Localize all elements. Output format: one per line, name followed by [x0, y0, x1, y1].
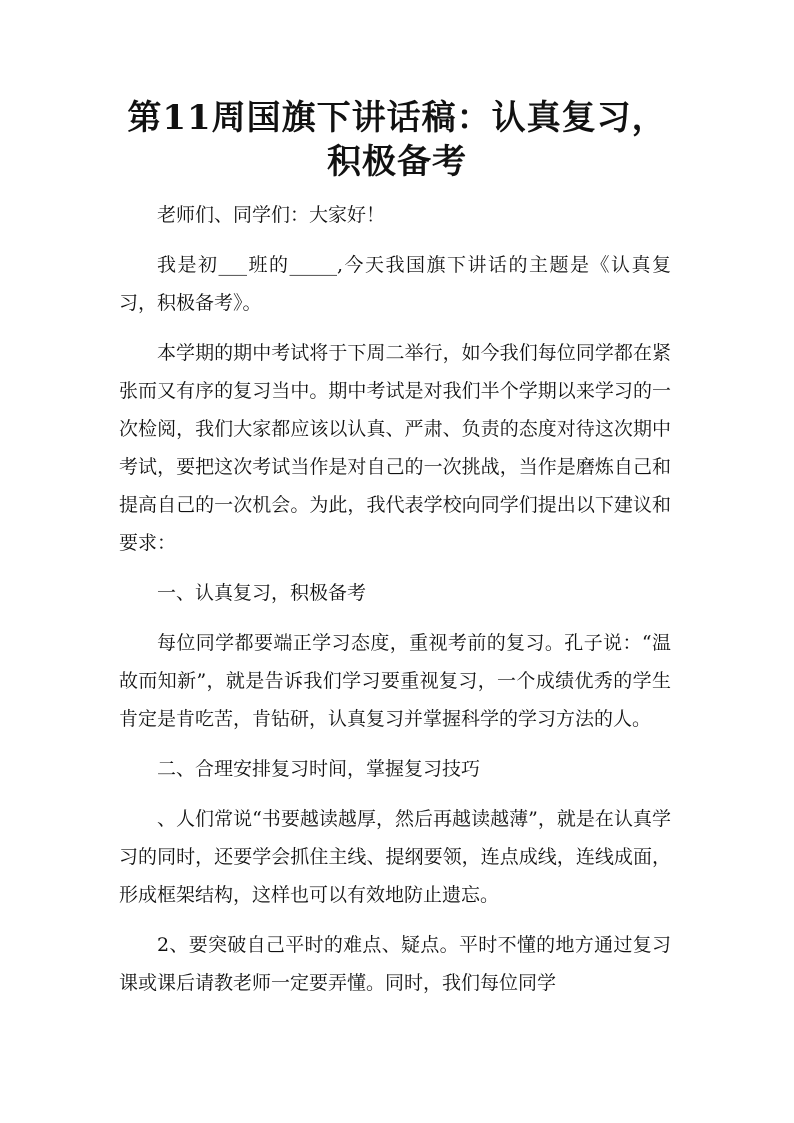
document-title: 第11周国旗下讲话稿：认真复习，积极备考	[127, 98, 667, 182]
paragraph-section-one: 每位同学都要端正学习态度，重视考前的复习。孔子说：“温故而知新”，就是告诉我们学习要重视复习，一个成绩优秀的学生肯定是肯吃苦，肯钻研，认真复习并掌握科学的学习方法的人。	[119, 632, 671, 730]
document-body	[119, 196, 671, 1014]
section-heading-one: 一、认真复习，积极备考	[157, 582, 367, 604]
paragraph-tip-one: 、人们常说“书要越读越厚，然后再越读越薄”，就是在认真学习的同时，还要学会抓住主线、提纲要领，连点成线，连线成面，形成框架结构，这样也可以有效地防止遗忘。	[119, 808, 671, 906]
section-heading-two: 二、合理安排复习时间，掌握复习技巧	[157, 758, 481, 780]
paragraph-exam-overview: 本学期的期中考试将于下周二举行，如今我们每位同学都在紧张而又有序的复习当中。期中考试是对我们半个学期以来学习的一次检阅，我们大家都应该以认真、严肃、负责的态度对待这次期中考试，要把这次考试当作是对自己的一次挑战，当作是磨炼自己和提高自己的一次机会。为此，我代表学校向同学们提出以下建议和要求：	[119, 342, 671, 554]
paragraph-tip-two: 2、要突破自己平时的难点、疑点。平时不懂的地方通过复习课或课后请教老师一定要弄懂。同时，我们每位同学	[119, 934, 671, 994]
paragraph-introduction: 我是初___班的_____,今天我国旗下讲话的主题是《认真复习，积极备考》。	[119, 254, 671, 314]
paragraph-greeting: 老师们、同学们：大家好！	[157, 204, 386, 226]
